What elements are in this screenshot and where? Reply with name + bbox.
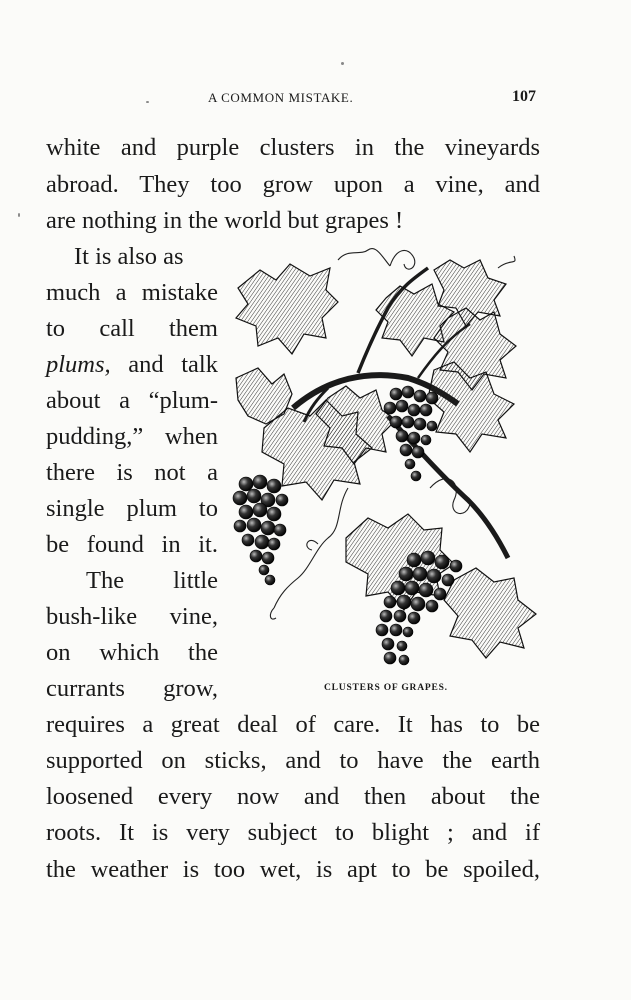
page-number: 107 (512, 88, 536, 105)
text-line: to call them (46, 315, 218, 342)
text-line: are nothing in the world but grapes ! (46, 207, 404, 234)
text-line: supported on sticks, and to have the earth (46, 747, 540, 774)
text-line: single plum to (46, 495, 218, 522)
text-line: on which the (46, 639, 218, 666)
grape-vine-illustration (218, 238, 548, 678)
text-line: loosened every now and then about the (46, 783, 540, 810)
scan-speck (146, 101, 149, 103)
text-line: currants grow, (46, 675, 218, 702)
italic-word: plums, (46, 351, 111, 378)
scan-speck (18, 213, 20, 217)
text-line: much a mistake (46, 279, 218, 306)
text-line: the weather is too wet, is apt to be spoiled, (46, 856, 540, 883)
figure-caption: CLUSTERS OF GRAPES. (324, 683, 448, 693)
scan-speck (341, 62, 344, 65)
text-line: The little (86, 567, 218, 594)
text-line: be found in it. (46, 531, 218, 558)
text-line: bush-like vine, (46, 603, 218, 630)
text-line: It is also as (74, 243, 184, 270)
grape-vine-engraving (218, 238, 548, 678)
text-line: requires a great deal of care. It has to be (46, 711, 540, 738)
text-line: white and purple clusters in the vineyards (46, 134, 540, 161)
text-line: there is not a (46, 459, 218, 486)
text-line: about a “plum- (46, 387, 218, 414)
running-title: A COMMON MISTAKE. (208, 90, 354, 105)
text-line (46, 350, 218, 380)
page-header (0, 90, 631, 110)
text-span: and talk (110, 351, 218, 378)
text-line: roots. It is very subject to blight ; and if (46, 819, 540, 846)
text-line: abroad. They too grow upon a vine, and (46, 171, 540, 198)
text-line: pudding,” when (46, 423, 218, 450)
